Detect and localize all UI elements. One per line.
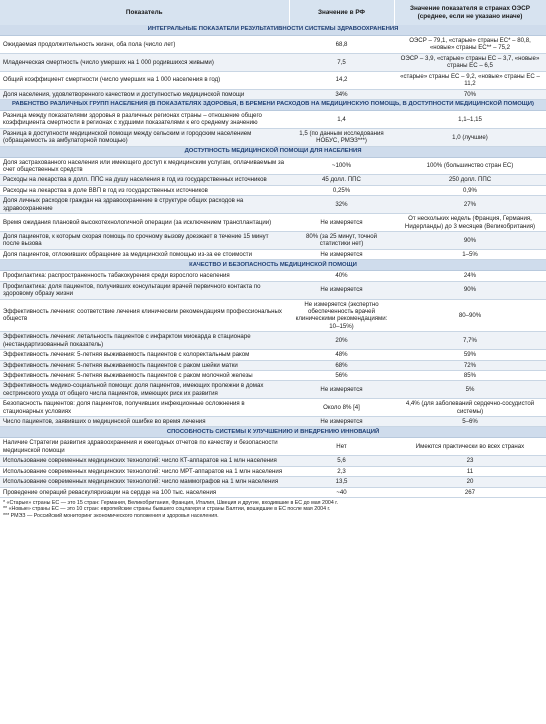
table-row (0, 487, 546, 497)
table-row (0, 185, 546, 195)
table-row (0, 110, 546, 128)
indicator-cell: Доля пациентов, к которым скорая помощь по срочному вызову доезжает в течение 15 минут после вызова (0, 232, 289, 250)
rf-value-cell: Не измеряется (289, 281, 394, 299)
section-title: КАЧЕСТВО И БЕЗОПАСНОСТЬ МЕДИЦИНСКОЙ ПОМОЩИ (0, 260, 546, 271)
oecd-value-cell: 70% (394, 89, 546, 99)
rf-value-cell: Не измеряется (289, 381, 394, 399)
indicator-cell: Доля населения, удовлетворенного качеством и доступностью медицинской помощи (0, 89, 289, 99)
footnote: *** РМЭЗ — Российский мониторинг экономического положения и здоровья населения. (3, 512, 219, 519)
table-row (0, 157, 546, 175)
oecd-value-cell: 72% (394, 360, 546, 370)
rf-value-cell: 40% (289, 271, 394, 281)
indicator-cell: Использование современных медицинских технологий: число маммографов на 1 млн населения (0, 477, 289, 487)
indicator-cell: Использование современных медицинских технологий: число КТ-аппаратов на 1 млн населения (0, 456, 289, 466)
rf-value-cell: 0,25% (289, 185, 394, 195)
oecd-value-cell: 20 (394, 477, 546, 487)
oecd-value-cell: 7,7% (394, 332, 546, 350)
oecd-value-cell: 100% (большинство стран ЕС) (394, 157, 546, 175)
table-row (0, 249, 546, 259)
section-title: РАВЕНСТВО РАЗЛИЧНЫХ ГРУПП НАСЕЛЕНИЯ (В ПОКАЗАТЕЛЯХ ЗДОРОВЬЯ, В БРЕМЕНИ РАСХОДОВ НА МЕДИЦИНСКУЮ ПОМОЩЬ, В ДОСТУПНОСТИ МЕДИЦИНСКОЙ ПОМОЩИ) (0, 99, 546, 110)
table-row (0, 36, 546, 54)
table-row (0, 399, 546, 417)
indicator-cell: Доля застрахованного населения или имеющего доступ к медицинским услугам, оплачиваемым за счет общественных средств (0, 157, 289, 175)
oecd-value-cell: 11 (394, 466, 546, 476)
indicator-cell: Расходы на лекарства в доле ВВП в год из государственных источников (0, 185, 289, 195)
table-row (0, 214, 546, 232)
indicator-cell: Доля пациентов, отложивших обращение за медицинской помощью из-за ее стоимости (0, 249, 289, 259)
table-row (0, 232, 546, 250)
indicator-cell: Проведение операций реваскуляризации на сердце на 100 тыс. населения (0, 487, 289, 497)
table-row (0, 466, 546, 476)
indicator-cell: Эффективность медико-социальной помощи: доля пациентов, имеющих пролежни в домах сестринского ухода от общего числа пациентов, имеющих риск их развития (0, 381, 289, 399)
rf-value-cell: 68,8 (289, 36, 394, 54)
indicator-cell: Разница в доступности медицинской помощи между сельским и городским населением (обращаемость за амбулаторной помощью) (0, 128, 289, 146)
indicator-cell: Использование современных медицинских технологий: число МРТ-аппаратов на 1 млн населения (0, 466, 289, 476)
table-row (0, 477, 546, 487)
indicator-cell: Время ожидания плановой высокотехнологичной операции (за исключением трансплантации) (0, 214, 289, 232)
section-title: ИНТЕГРАЛЬНЫЕ ПОКАЗАТЕЛИ РЕЗУЛЬТАТИВНОСТИ СИСТЕМЫ ЗДРАВООХРАНЕНИЯ (0, 25, 546, 36)
table-row (0, 438, 546, 456)
rf-value-cell: 14,2 (289, 71, 394, 89)
rf-value-cell: 7,5 (289, 53, 394, 71)
table-row (0, 360, 546, 370)
table-row (0, 53, 546, 71)
oecd-value-cell: 1–5% (394, 249, 546, 259)
rf-value-cell: ~100% (289, 157, 394, 175)
rf-value-cell: Не измеряется (289, 417, 394, 427)
table-row (0, 89, 546, 99)
rf-value-cell: 34% (289, 89, 394, 99)
table-row (0, 281, 546, 299)
section-title: СПОСОБНОСТЬ СИСТЕМЫ К УЛУЧШЕНИЮ И ВНЕДРЕНИЮ ИННОВАЦИЙ (0, 427, 546, 438)
header-rf-value: Значение в РФ (289, 0, 394, 25)
oecd-value-cell: ОЭСР – 3,9, «старые» страны ЕС – 3,7, «новые» страны ЕС – 6,5 (394, 53, 546, 71)
oecd-value-cell: 267 (394, 487, 546, 497)
section-header-row (0, 25, 546, 36)
rf-value-cell: 32% (289, 196, 394, 214)
table-row (0, 381, 546, 399)
oecd-value-cell: Имеются практически во всех странах (394, 438, 546, 456)
table-row (0, 128, 546, 146)
header-indicator: Показатель (0, 0, 289, 25)
rf-value-cell: 1,5 (по данным исследования НОБУС, РМЭЗ***) (289, 128, 394, 146)
rf-value-cell: Не измеряется (экспертно обеспеченность врачей клиническими рекомендациями: 10–15%) (289, 299, 394, 332)
rf-value-cell: 80% (за 25 минут, точной статистики нет) (289, 232, 394, 250)
indicator-cell: Доля личных расходов граждан на здравоохранение в структуре общих расходов на здравоохранение (0, 196, 289, 214)
oecd-value-cell: 24% (394, 271, 546, 281)
indicator-cell: Профилактика: распространенность табакокурения среди взрослого населения (0, 271, 289, 281)
oecd-value-cell: 4,4% (для заболеваний сердечно-сосудистой системы) (394, 399, 546, 417)
rf-value-cell: 2,3 (289, 466, 394, 476)
indicator-cell: Наличие Стратегии развития здравоохранения и ежегодных отчетов по качеству и безопасности медицинской помощи (0, 438, 289, 456)
indicator-cell: Разница между показателями здоровья в различных регионах страны – отношение общего коэффициента смертности в регионах с худшими показателями к его среднему значению (0, 110, 289, 128)
rf-value-cell: ~40 (289, 487, 394, 497)
oecd-value-cell: 85% (394, 370, 546, 380)
footnote: ** «Новые» страны ЕС — это 10 стран: европейские страны бывшего соцлагеря и страны Балтии, вошедшие в ЕС после мая 2004 г. (3, 506, 331, 513)
rf-value-cell: Не измеряется (289, 249, 394, 259)
indicator-cell: Эффективность лечения: 5-летняя выживаемость пациентов с колоректальным раком (0, 350, 289, 360)
section-title: ДОСТУПНОСТЬ МЕДИЦИНСКОЙ ПОМОЩИ ДЛЯ НАСЕЛЕНИЯ (0, 146, 546, 157)
table-row (0, 271, 546, 281)
indicator-cell: Младенческая смертность (число умерших на 1 000 родившихся живыми) (0, 53, 289, 71)
indicator-cell: Эффективность лечения: 5-летняя выживаемость пациентов с раком молочной железы (0, 370, 289, 380)
indicator-cell: Эффективность лечения: соответствие лечения клиническим рекомендациям профессиональных обществ (0, 299, 289, 332)
oecd-value-cell: 27% (394, 196, 546, 214)
section-header-row (0, 427, 546, 438)
oecd-value-cell: 23 (394, 456, 546, 466)
rf-value-cell: 13,5 (289, 477, 394, 487)
section-header-row (0, 146, 546, 157)
oecd-value-cell: 5% (394, 381, 546, 399)
table-row (0, 456, 546, 466)
oecd-value-cell: 80–90% (394, 299, 546, 332)
table-row (0, 175, 546, 185)
oecd-value-cell: 90% (394, 232, 546, 250)
rf-value-cell: Нет (289, 438, 394, 456)
table-row (0, 370, 546, 380)
oecd-value-cell: ОЭСР – 79,1, «старые» страны ЕС* – 80,8, «новые» страны ЕС** – 75,2 (394, 36, 546, 54)
table-row (0, 71, 546, 89)
oecd-value-cell: 1,1–1,15 (394, 110, 546, 128)
rf-value-cell: Около 8% [4] (289, 399, 394, 417)
indicator-cell: Расходы на лекарства в долл. ППС на душу населения в год из государственных источников (0, 175, 289, 185)
indicator-cell: Число пациентов, заявивших о медицинской ошибке во время лечения (0, 417, 289, 427)
rf-value-cell: 45 долл. ППС (289, 175, 394, 185)
oecd-value-cell: 0,9% (394, 185, 546, 195)
table-row (0, 299, 546, 332)
section-header-row (0, 260, 546, 271)
oecd-value-cell: 5–6% (394, 417, 546, 427)
indicator-cell: Ожидаемая продолжительность жизни, оба пола (число лет) (0, 36, 289, 54)
indicator-cell: Эффективность лечения: летальность пациентов с инфарктом миокарда в стационаре (нестандартизованный показатель) (0, 332, 289, 350)
table-row (0, 196, 546, 214)
rf-value-cell: 20% (289, 332, 394, 350)
indicator-cell: Безопасность пациентов: доля пациентов, получивших инфекционные осложнения в стационарных условиях (0, 399, 289, 417)
indicator-cell: Общий коэффициент смертности (число умерших на 1 000 населения в год) (0, 71, 289, 89)
section-header-row (0, 99, 546, 110)
table-row (0, 417, 546, 427)
rf-value-cell: 48% (289, 350, 394, 360)
table-row (0, 332, 546, 350)
oecd-value-cell: «старые» страны ЕС – 9,2, «новые» страны ЕС – 11,2 (394, 71, 546, 89)
indicator-cell: Эффективность лечения: 5-летняя выживаемость пациентов с раком шейки матки (0, 360, 289, 370)
table-body (0, 25, 546, 497)
rf-value-cell: 56% (289, 370, 394, 380)
indicator-cell: Профилактика: доля пациентов, получивших консультации врачей первичного контакта по здоровому образу жизни (0, 281, 289, 299)
oecd-value-cell: 250 долл. ППС (394, 175, 546, 185)
table-row (0, 350, 546, 360)
oecd-value-cell: 1,0 (лучшие) (394, 128, 546, 146)
rf-value-cell: 68% (289, 360, 394, 370)
rf-value-cell: 5,6 (289, 456, 394, 466)
rf-value-cell: Не измеряется (289, 214, 394, 232)
oecd-value-cell: 59% (394, 350, 546, 360)
oecd-value-cell: 90% (394, 281, 546, 299)
table-header-row (0, 0, 546, 25)
rf-value-cell: 1,4 (289, 110, 394, 128)
footnote: * «Старые» страны ЕС — это 15 стран: Германия, Великобритания, Франция, Италия, Швеция и другие, входившие в ЕС до мая 2004 г. (3, 499, 339, 506)
footnotes (0, 498, 546, 519)
oecd-value-cell: От нескольких недель (Франция, Германия, Нидерланды) до 3 месяцев (Великобритания) (394, 214, 546, 232)
header-oecd-value: Значение показателя в странах ОЭСР (среднее, если не указано иначе) (394, 0, 546, 25)
